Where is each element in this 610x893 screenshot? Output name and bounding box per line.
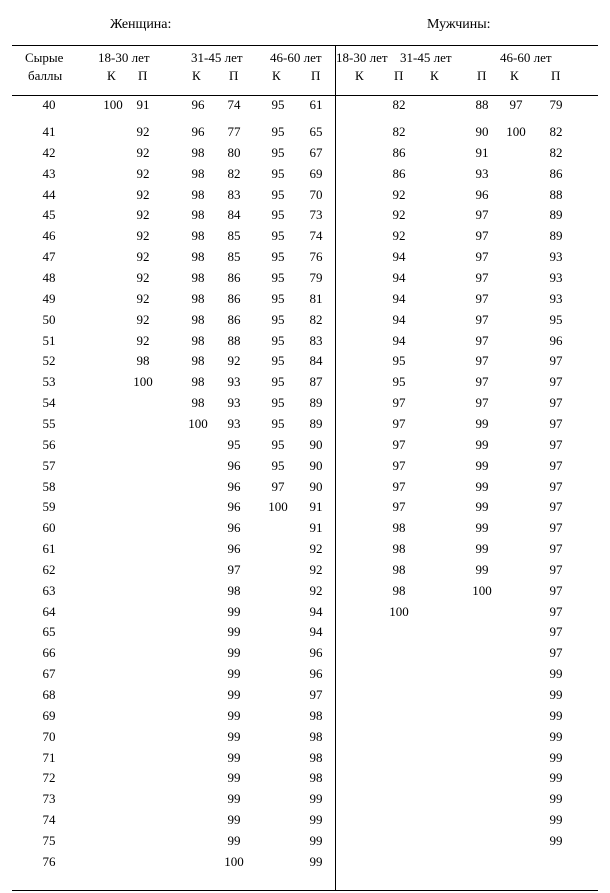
men-31-45-p-cell: 97 [475, 311, 489, 327]
k-column-header: К [430, 68, 439, 83]
women-18-30-p-cell: 92 [136, 124, 150, 139]
section-divider [335, 45, 336, 891]
men-age-group-18-30: 18-30 лет [336, 50, 388, 65]
women-18-30-p-cell: 92 [136, 165, 150, 181]
raw-score-cell: 72 [42, 770, 56, 786]
men-18-30-p-cell: 100 [389, 603, 409, 619]
women-31-45-p-cell: 99 [227, 687, 241, 702]
raw-score-cell: 61 [42, 541, 56, 556]
women-46-60-p-cell: 90 [309, 478, 323, 494]
women-46-60-p-cell: 76 [309, 249, 323, 265]
women-31-45-k-cell: 98 [191, 353, 205, 369]
women-31-45-k-cell: 98 [191, 332, 205, 348]
men-46-60-p-cell: 99 [549, 832, 563, 848]
women-31-45-p-cell: 96 [227, 541, 241, 556]
k-column-header: К [355, 68, 364, 83]
raw-score-cell: 64 [42, 603, 56, 619]
women-18-30-p-cell: 92 [136, 290, 150, 306]
men-46-60-p-cell: 93 [549, 249, 563, 265]
women-31-45-p-cell: 95 [227, 436, 241, 452]
women-46-60-p-cell: 74 [309, 228, 323, 244]
men-31-45-p-cell: 97 [475, 353, 489, 369]
women-46-60-k-cell: 95 [271, 457, 285, 473]
women-31-45-k-cell: 100 [188, 415, 208, 431]
men-46-60-p-cell: 88 [549, 186, 563, 202]
men-46-60-p-cell: 99 [549, 791, 563, 807]
men-31-45-p-cell: 97 [475, 374, 489, 390]
men-46-60-p-cell: 82 [549, 144, 563, 160]
raw-score-cell: 62 [42, 561, 56, 577]
women-46-60-p-cell: 99 [309, 791, 323, 807]
p-column-header: П [138, 68, 148, 83]
women-31-45-p-cell: 100 [224, 853, 244, 869]
raw-score-cell: 58 [42, 478, 56, 494]
men-46-60-p-cell: 93 [549, 270, 563, 285]
men-31-45-p-cell: 99 [475, 415, 489, 431]
men-18-30-p-cell: 86 [392, 144, 406, 160]
women-46-60-k-cell: 95 [271, 97, 285, 112]
men-18-30-p-cell: 97 [392, 478, 406, 494]
women-46-60-p-cell: 81 [309, 290, 323, 306]
men-31-45-p-cell: 93 [475, 165, 489, 181]
women-31-45-k-cell: 98 [191, 249, 205, 265]
raw-score-cell: 68 [42, 687, 56, 702]
women-31-45-p-cell: 96 [227, 499, 241, 515]
men-46-60-p-cell: 99 [549, 666, 563, 682]
women-31-45-p-cell: 99 [227, 791, 241, 807]
men-46-60-p-cell: 97 [549, 353, 563, 369]
women-age-group-46-60: 46-60 лет [270, 50, 322, 65]
raw-score-header-line1: Сырые [25, 50, 64, 65]
raw-score-cell: 63 [42, 582, 56, 598]
header-top-rule [12, 45, 598, 46]
men-46-60-k-cell: 97 [509, 97, 523, 112]
women-46-60-k-cell: 95 [271, 395, 285, 411]
men-46-60-p-cell: 95 [549, 311, 563, 327]
women-31-45-p-cell: 93 [227, 415, 241, 431]
women-46-60-p-cell: 82 [309, 311, 323, 327]
raw-score-header-line2: баллы [28, 68, 63, 83]
raw-score-cell: 50 [42, 311, 56, 327]
men-31-45-p-cell: 99 [475, 457, 489, 473]
raw-score-cell: 55 [42, 415, 56, 431]
women-31-45-k-cell: 98 [191, 165, 205, 181]
men-age-group-31-45: 31-45 лет [400, 50, 452, 65]
women-46-60-p-cell: 98 [309, 728, 323, 744]
women-46-60-k-cell: 95 [271, 290, 285, 306]
p-column-header: П [311, 68, 321, 83]
raw-score-cell: 74 [42, 812, 56, 828]
women-46-60-p-cell: 89 [309, 415, 323, 431]
women-31-45-p-cell: 99 [227, 624, 241, 640]
women-46-60-p-cell: 99 [309, 832, 323, 848]
women-31-45-p-cell: 86 [227, 311, 241, 327]
men-18-30-p-cell: 94 [392, 270, 406, 285]
women-46-60-p-cell: 94 [309, 603, 323, 619]
women-46-60-k-cell: 95 [271, 165, 285, 181]
men-31-45-p-cell: 88 [475, 97, 489, 112]
women-18-30-p-cell: 91 [136, 97, 150, 112]
women-31-45-k-cell: 98 [191, 290, 205, 306]
men-31-45-p-cell: 99 [475, 541, 489, 556]
women-31-45-p-cell: 99 [227, 707, 241, 723]
men-31-45-p-cell: 90 [475, 124, 489, 139]
men-18-30-p-cell: 97 [392, 395, 406, 411]
women-31-45-k-cell: 98 [191, 311, 205, 327]
women-31-45-p-cell: 99 [227, 666, 241, 682]
raw-score-cell: 49 [42, 290, 56, 306]
women-31-45-p-cell: 96 [227, 520, 241, 536]
men-31-45-p-cell: 97 [475, 249, 489, 265]
men-18-30-p-cell: 86 [392, 165, 406, 181]
women-31-45-k-cell: 98 [191, 186, 205, 202]
men-18-30-p-cell: 97 [392, 457, 406, 473]
men-18-30-p-cell: 97 [392, 436, 406, 452]
women-46-60-p-cell: 79 [309, 270, 323, 285]
women-46-60-p-cell: 70 [309, 186, 323, 202]
raw-score-cell: 44 [42, 186, 56, 202]
women-46-60-p-cell: 69 [309, 165, 323, 181]
women-46-60-p-cell: 98 [309, 749, 323, 765]
women-46-60-p-cell: 94 [309, 624, 323, 640]
women-46-60-p-cell: 98 [309, 770, 323, 786]
women-31-45-k-cell: 98 [191, 270, 205, 285]
men-31-45-p-cell: 99 [475, 478, 489, 494]
men-46-60-p-cell: 97 [549, 645, 563, 661]
women-31-45-p-cell: 83 [227, 186, 241, 202]
men-46-60-k-cell: 100 [506, 124, 526, 139]
k-column-header: К [510, 68, 519, 83]
women-46-60-k-cell: 95 [271, 415, 285, 431]
men-18-30-p-cell: 94 [392, 332, 406, 348]
men-46-60-p-cell: 97 [549, 395, 563, 411]
women-31-45-p-cell: 99 [227, 770, 241, 786]
women-18-30-p-cell: 92 [136, 270, 150, 285]
men-31-45-p-cell: 97 [475, 207, 489, 223]
men-46-60-p-cell: 99 [549, 770, 563, 786]
women-31-45-p-cell: 84 [227, 207, 241, 223]
women-46-60-p-cell: 91 [309, 499, 323, 515]
men-46-60-p-cell: 97 [549, 436, 563, 452]
men-18-30-p-cell: 94 [392, 290, 406, 306]
women-18-30-p-cell: 92 [136, 228, 150, 244]
men-46-60-p-cell: 93 [549, 290, 563, 306]
women-46-60-p-cell: 99 [309, 812, 323, 828]
men-18-30-p-cell: 97 [392, 415, 406, 431]
men-46-60-p-cell: 97 [549, 478, 563, 494]
raw-score-cell: 67 [42, 666, 56, 682]
men-46-60-p-cell: 97 [549, 541, 563, 556]
women-31-45-p-cell: 85 [227, 228, 241, 244]
men-31-45-p-cell: 100 [472, 582, 492, 598]
raw-score-cell: 57 [42, 457, 56, 473]
women-46-60-p-cell: 96 [309, 666, 323, 682]
women-46-60-p-cell: 61 [309, 97, 323, 112]
women-18-30-k-cell: 100 [103, 97, 123, 112]
raw-score-cell: 47 [42, 249, 56, 265]
raw-score-cell: 43 [42, 165, 56, 181]
women-46-60-p-cell: 83 [309, 332, 323, 348]
men-31-45-p-cell: 99 [475, 436, 489, 452]
women-46-60-p-cell: 92 [309, 541, 323, 556]
women-31-45-p-cell: 99 [227, 749, 241, 765]
women-31-45-p-cell: 74 [227, 97, 241, 112]
women-31-45-p-cell: 92 [227, 353, 241, 369]
men-18-30-p-cell: 95 [392, 374, 406, 390]
men-18-30-p-cell: 92 [392, 207, 406, 223]
men-18-30-p-cell: 82 [392, 124, 406, 139]
raw-score-cell: 70 [42, 728, 56, 744]
women-46-60-p-cell: 84 [309, 353, 323, 369]
men-46-60-p-cell: 99 [549, 707, 563, 723]
raw-score-cell: 60 [42, 520, 56, 536]
k-column-header: К [107, 68, 116, 83]
women-31-45-p-cell: 99 [227, 603, 241, 619]
women-46-60-p-cell: 98 [309, 707, 323, 723]
men-18-30-p-cell: 98 [392, 520, 406, 536]
raw-score-cell: 48 [42, 270, 56, 285]
raw-score-cell: 53 [42, 374, 56, 390]
women-31-45-p-cell: 98 [227, 582, 241, 598]
men-46-60-p-cell: 99 [549, 687, 563, 702]
women-31-45-p-cell: 80 [227, 144, 241, 160]
men-46-60-p-cell: 79 [549, 97, 563, 112]
raw-score-cell: 45 [42, 207, 56, 223]
raw-score-cell: 41 [42, 124, 56, 139]
raw-score-cell: 46 [42, 228, 56, 244]
table-bottom-rule [12, 890, 598, 891]
women-46-60-p-cell: 97 [309, 687, 323, 702]
women-46-60-p-cell: 90 [309, 457, 323, 473]
men-46-60-p-cell: 97 [549, 415, 563, 431]
men-18-30-p-cell: 95 [392, 353, 406, 369]
raw-score-cell: 59 [42, 499, 56, 515]
women-46-60-p-cell: 87 [309, 374, 323, 390]
women-46-60-k-cell: 95 [271, 186, 285, 202]
men-46-60-p-cell: 97 [549, 457, 563, 473]
women-46-60-p-cell: 92 [309, 582, 323, 598]
women-46-60-k-cell: 95 [271, 249, 285, 265]
men-18-30-p-cell: 98 [392, 541, 406, 556]
women-46-60-p-cell: 89 [309, 395, 323, 411]
raw-score-cell: 71 [42, 749, 56, 765]
women-section-title: Женщина: [110, 17, 172, 32]
women-18-30-p-cell: 98 [136, 353, 150, 369]
men-46-60-p-cell: 89 [549, 207, 563, 223]
men-31-45-p-cell: 97 [475, 395, 489, 411]
women-31-45-p-cell: 86 [227, 270, 241, 285]
women-46-60-k-cell: 95 [271, 332, 285, 348]
men-46-60-p-cell: 99 [549, 749, 563, 765]
women-31-45-p-cell: 99 [227, 812, 241, 828]
raw-score-cell: 51 [42, 332, 56, 348]
men-31-45-p-cell: 99 [475, 520, 489, 536]
raw-score-cell: 40 [42, 97, 56, 112]
women-age-group-18-30: 18-30 лет [98, 50, 150, 65]
men-46-60-p-cell: 97 [549, 582, 563, 598]
raw-score-cell: 56 [42, 436, 56, 452]
women-31-45-p-cell: 97 [227, 561, 241, 577]
women-46-60-p-cell: 65 [309, 124, 323, 139]
raw-score-cell: 66 [42, 645, 56, 661]
men-31-45-p-cell: 96 [475, 186, 489, 202]
men-31-45-p-cell: 97 [475, 270, 489, 285]
women-31-45-k-cell: 96 [191, 124, 205, 139]
men-46-60-p-cell: 99 [549, 812, 563, 828]
women-46-60-k-cell: 95 [271, 374, 285, 390]
women-age-group-31-45: 31-45 лет [191, 50, 243, 65]
men-18-30-p-cell: 97 [392, 499, 406, 515]
women-18-30-p-cell: 92 [136, 186, 150, 202]
men-46-60-p-cell: 97 [549, 499, 563, 515]
women-18-30-p-cell: 92 [136, 332, 150, 348]
women-31-45-p-cell: 96 [227, 457, 241, 473]
p-column-header: П [394, 68, 404, 83]
p-column-header: П [477, 68, 487, 83]
women-46-60-k-cell: 95 [271, 124, 285, 139]
men-18-30-p-cell: 92 [392, 186, 406, 202]
raw-score-cell: 52 [42, 353, 56, 369]
women-31-45-p-cell: 99 [227, 728, 241, 744]
men-46-60-p-cell: 97 [549, 374, 563, 390]
men-18-30-p-cell: 92 [392, 228, 406, 244]
women-31-45-p-cell: 99 [227, 832, 241, 848]
women-46-60-k-cell: 95 [271, 311, 285, 327]
women-31-45-k-cell: 98 [191, 228, 205, 244]
raw-score-cell: 54 [42, 395, 56, 411]
header-bottom-rule [12, 95, 598, 96]
men-18-30-p-cell: 98 [392, 582, 406, 598]
raw-score-cell: 65 [42, 624, 56, 640]
women-31-45-p-cell: 86 [227, 290, 241, 306]
women-46-60-k-cell: 100 [268, 499, 288, 515]
women-31-45-p-cell: 82 [227, 165, 241, 181]
women-31-45-k-cell: 98 [191, 144, 205, 160]
women-46-60-k-cell: 95 [271, 144, 285, 160]
men-46-60-p-cell: 96 [549, 332, 563, 348]
men-46-60-p-cell: 97 [549, 520, 563, 536]
women-31-45-p-cell: 77 [227, 124, 241, 139]
men-31-45-p-cell: 97 [475, 332, 489, 348]
men-31-45-p-cell: 99 [475, 499, 489, 515]
men-31-45-p-cell: 99 [475, 561, 489, 577]
women-46-60-p-cell: 99 [309, 853, 323, 869]
women-46-60-k-cell: 97 [271, 478, 285, 494]
women-46-60-p-cell: 90 [309, 436, 323, 452]
raw-score-cell: 75 [42, 832, 56, 848]
women-18-30-p-cell: 92 [136, 249, 150, 265]
men-18-30-p-cell: 98 [392, 561, 406, 577]
women-18-30-p-cell: 100 [133, 374, 153, 390]
women-46-60-k-cell: 95 [271, 228, 285, 244]
women-46-60-k-cell: 95 [271, 353, 285, 369]
raw-score-cell: 76 [42, 853, 56, 869]
women-31-45-p-cell: 85 [227, 249, 241, 265]
women-18-30-p-cell: 92 [136, 311, 150, 327]
women-46-60-k-cell: 95 [271, 436, 285, 452]
men-age-group-46-60: 46-60 лет [500, 50, 552, 65]
women-46-60-k-cell: 95 [271, 270, 285, 285]
men-18-30-p-cell: 94 [392, 249, 406, 265]
women-31-45-p-cell: 99 [227, 645, 241, 661]
women-46-60-p-cell: 91 [309, 520, 323, 536]
men-46-60-p-cell: 97 [549, 603, 563, 619]
women-31-45-p-cell: 93 [227, 374, 241, 390]
raw-score-cell: 73 [42, 791, 56, 807]
women-31-45-k-cell: 96 [191, 97, 205, 112]
women-46-60-p-cell: 96 [309, 645, 323, 661]
women-31-45-k-cell: 98 [191, 207, 205, 223]
men-46-60-p-cell: 82 [549, 124, 563, 139]
men-section-title: Мужчины: [427, 17, 491, 32]
women-18-30-p-cell: 92 [136, 207, 150, 223]
women-31-45-k-cell: 98 [191, 374, 205, 390]
men-46-60-p-cell: 99 [549, 728, 563, 744]
women-31-45-k-cell: 98 [191, 395, 205, 411]
women-46-60-p-cell: 73 [309, 207, 323, 223]
k-column-header: К [272, 68, 281, 83]
women-31-45-p-cell: 96 [227, 478, 241, 494]
k-column-header: К [192, 68, 201, 83]
raw-score-cell: 69 [42, 707, 56, 723]
men-18-30-p-cell: 94 [392, 311, 406, 327]
raw-score-cell: 42 [42, 144, 56, 160]
men-31-45-p-cell: 91 [475, 144, 489, 160]
women-18-30-p-cell: 92 [136, 144, 150, 160]
women-46-60-p-cell: 67 [309, 144, 323, 160]
men-46-60-p-cell: 89 [549, 228, 563, 244]
men-46-60-p-cell: 86 [549, 165, 563, 181]
p-column-header: П [229, 68, 239, 83]
men-31-45-p-cell: 97 [475, 228, 489, 244]
women-46-60-p-cell: 92 [309, 561, 323, 577]
men-46-60-p-cell: 97 [549, 624, 563, 640]
women-31-45-p-cell: 88 [227, 332, 241, 348]
women-46-60-k-cell: 95 [271, 207, 285, 223]
women-31-45-p-cell: 93 [227, 395, 241, 411]
p-column-header: П [551, 68, 561, 83]
men-18-30-p-cell: 82 [392, 97, 406, 112]
men-31-45-p-cell: 97 [475, 290, 489, 306]
men-46-60-p-cell: 97 [549, 561, 563, 577]
